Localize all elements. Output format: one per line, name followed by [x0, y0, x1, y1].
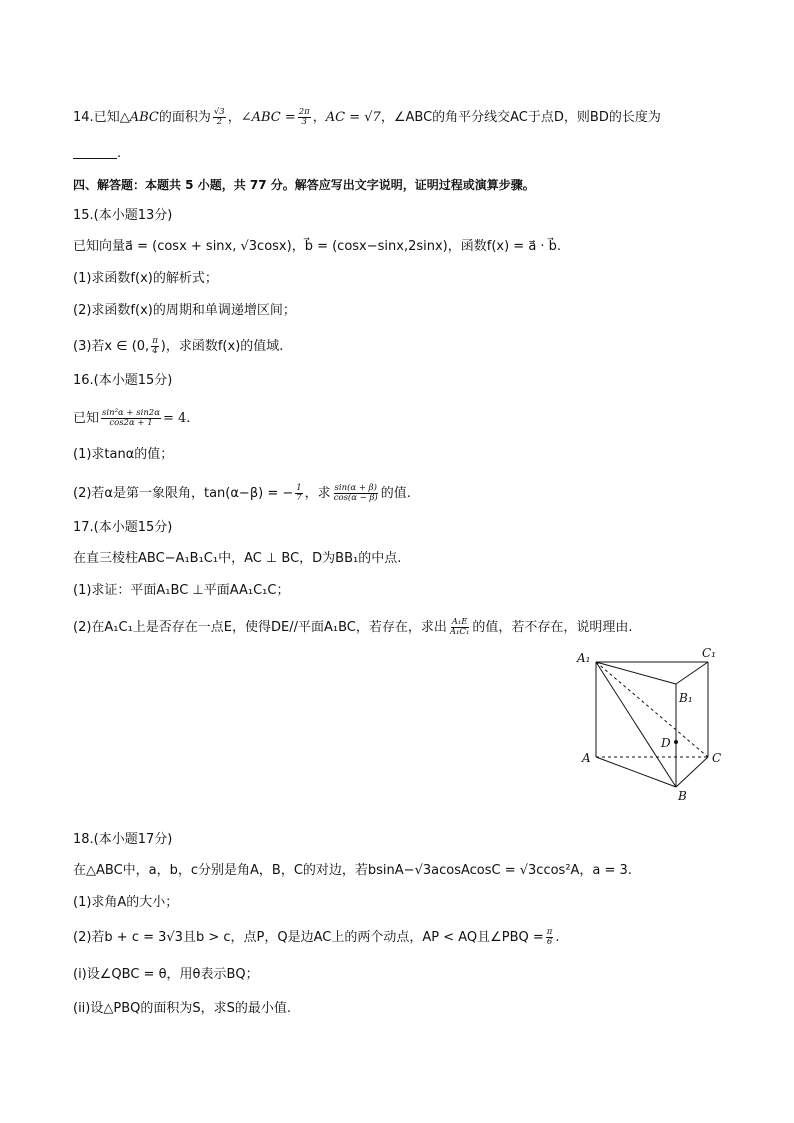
q18-part2-b: . — [555, 930, 560, 945]
q14-text-c: ∠ABC的角平分线交AC于点D，则BD的长度为 — [393, 110, 661, 125]
q17-part2-num: A₁E — [451, 617, 468, 627]
q17-part2-a: (2)在A₁C₁上是否存在一点E，使得DE//平面A₁BC，若存在，求出 — [73, 620, 447, 635]
q16-part2-num2: sin(α + β) — [334, 483, 377, 493]
q14-angle: ∠ABC = — [240, 110, 296, 125]
q18-part2-a: (2)若b + c = 3√3且b > c，点P，Q是边AC上的两个动点，AP < AQ且∠PBQ = — [73, 930, 544, 945]
q18-part2 — [73, 928, 560, 947]
q14-text-a: 已知 — [93, 110, 120, 125]
q18-part2-den: 6 — [546, 937, 553, 947]
q15-stem: 已知向量a⃗ = (cosx + sinx, √3cosx)，b⃗ = (cosx−sinx,2sinx)，函数f(x) = a⃗ · b⃗. — [73, 239, 562, 254]
q18-part2-num: π — [546, 927, 553, 937]
q15-part3-den: 4 — [152, 346, 158, 356]
q16-part2 — [73, 484, 411, 503]
q14-line: 14.已知△ABC的面积为 $\frac{√3}{2}$ ，∠ABC = $\frac{2\pi}{3}$ ，AC = √7，∠ABC的角平分线交AC于点D，则BD的长度为 — [73, 107, 661, 127]
q17-part2-fraction — [449, 618, 470, 637]
prism-figure — [570, 642, 730, 807]
q16-part2-num1: 1 — [296, 483, 302, 493]
q16-stem-fraction — [101, 409, 161, 428]
edge-a-b — [596, 757, 676, 787]
label-b: B — [678, 789, 687, 803]
q16-stem-b: = 4. — [162, 411, 191, 426]
q14-text-b: 的面积为 — [158, 110, 211, 125]
q16-part2-den1: 7 — [296, 493, 302, 503]
label-a1: A₁ — [577, 651, 591, 665]
q15-part3-num: π — [152, 336, 158, 346]
q16-stem-den: cos2α + 1 — [109, 418, 153, 428]
label-b1: B₁ — [679, 691, 693, 705]
edge-b1-c1 — [676, 662, 708, 684]
q14-angle-den: 3 — [301, 117, 307, 127]
q18-header: 18.(本小题17分) — [73, 832, 173, 847]
q18-part1: (1)求角A的大小； — [73, 895, 179, 910]
section4-heading: 四、解答题：本题共 5 小题，共 77 分。解答应写出文字说明，证明过程或演算步骤。 — [73, 178, 535, 192]
q16-part1: (1)求tanα的值； — [73, 447, 174, 462]
q15-header: 15.(本小题13分) — [73, 208, 173, 223]
q14-area-fraction — [213, 108, 226, 127]
q14-answer-line — [73, 144, 121, 163]
q14-answer-blank[interactable] — [73, 144, 117, 159]
q16-stem-a: 已知 — [73, 411, 100, 426]
q14-ac: AC = √7 — [325, 110, 381, 125]
q18-stem: 在△ABC中，a，b，c分别是角A，B，C的对边，若bsinA−√3acosAcosC = √3ccos²A，a = 3. — [73, 863, 632, 878]
label-a: A — [582, 751, 591, 765]
q16-part2-fraction1 — [295, 484, 302, 503]
q15-part2: (2)求函数f(x)的周期和单调递增区间； — [73, 303, 296, 318]
q17-part2-b: 的值，若不存在，说明理由. — [472, 620, 633, 635]
q16-part2-den2: cos(α − β) — [333, 493, 378, 503]
q16-part2-b: ，求 — [304, 486, 331, 501]
q15-part1: (1)求函数f(x)的解析式； — [73, 271, 218, 286]
segment-a1-c-hidden — [596, 662, 708, 757]
point-d — [674, 740, 678, 744]
q17-stem: 在直三棱柱ABC−A₁B₁C₁中，AC ⊥ BC，D为BB₁的中点. — [73, 551, 402, 566]
q17-part1: (1)求证：平面A₁BC ⊥平面AA₁C₁C； — [73, 583, 290, 598]
q16-part2-a: (2)若α是第一象限角，tan(α−β) = − — [73, 486, 294, 501]
q14-area-num: √3 — [213, 107, 225, 117]
q15-part3-a: (3)若x ∈ (0, — [73, 339, 150, 354]
q16-stem-num: sin²α + sin2α — [102, 408, 160, 418]
q16-part2-fraction2 — [333, 484, 379, 503]
q16-stem — [73, 409, 190, 428]
label-c1: C₁ — [702, 646, 716, 660]
q18-part2-fraction — [546, 928, 554, 947]
label-d: D — [661, 736, 671, 750]
q14-triangle: △ABC — [119, 110, 159, 125]
label-c: C — [712, 751, 722, 765]
q18-part2-i: (i)设∠QBC = θ，用θ表示BQ； — [73, 967, 259, 982]
q17-header: 17.(本小题15分) — [73, 520, 173, 535]
q16-part2-c: 的值. — [380, 486, 411, 501]
q18-part2-ii: (ii)设△PBQ的面积为S，求S的最小值. — [73, 1001, 291, 1016]
q14-angle-fraction — [298, 108, 311, 127]
q16-header: 16.(本小题15分) — [73, 373, 173, 388]
q14-number: 14. — [73, 110, 94, 125]
q15-part3 — [73, 337, 283, 356]
q14-angle-num: 2π — [298, 107, 310, 117]
q17-part2 — [73, 618, 633, 637]
q15-part3-b: )，求函数f(x)的值域. — [160, 339, 284, 354]
q15-part3-fraction — [151, 337, 159, 356]
q17-part2-den: A₁C₁ — [449, 627, 470, 637]
q14-end: . — [117, 146, 122, 161]
edge-b-c — [676, 757, 708, 787]
q14-area-den: 2 — [216, 117, 222, 127]
